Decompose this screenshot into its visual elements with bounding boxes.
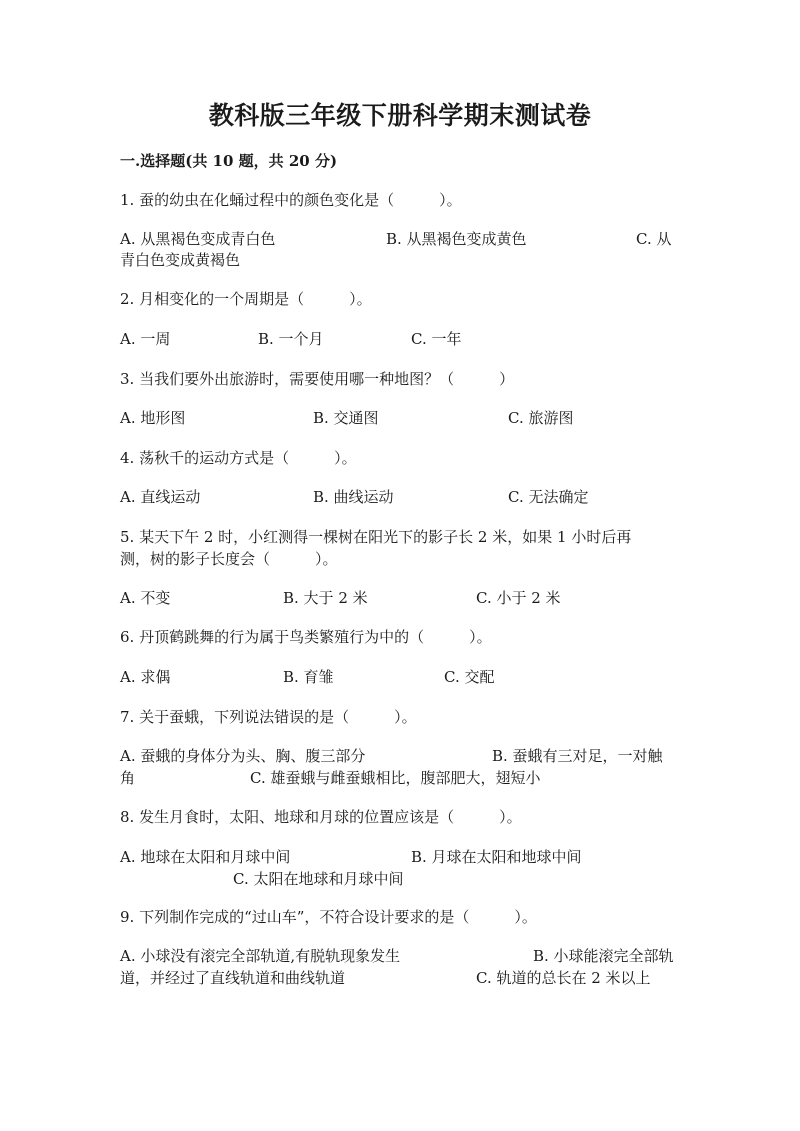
question-2-option-b: B. 一个月 xyxy=(258,330,324,348)
question-3-option-a: A. 地形图 xyxy=(120,409,186,427)
question-6-stem: 6. 丹顶鹤跳舞的行为属于鸟类繁殖行为中的（ ）。 xyxy=(120,628,492,646)
question-3-stem: 3. 当我们要外出旅游时，需要使用哪一种地图？（ ） xyxy=(120,370,515,388)
question-9-option-b-cont: 道，并经过了直线轨道和曲线轨道 xyxy=(120,969,346,987)
question-5-option-b: B. 大于 2 米 xyxy=(283,589,368,607)
question-1-option-a: A. 从黑褐色变成青白色 xyxy=(120,230,276,248)
question-8-option-a: A. 地球在太阳和月球中间 xyxy=(120,848,291,866)
question-1-option-b: B. 从黑褐色变成黄色 xyxy=(386,230,527,248)
question-7-option-c: C. 雄蚕蛾与雌蚕蛾相比，腹部肥大，翅短小 xyxy=(250,769,541,787)
question-3-option-b: B. 交通图 xyxy=(313,409,379,427)
question-9-option-a: A. 小球没有滚完全部轨道,有脱轨现象发生 xyxy=(120,947,401,965)
question-9-option-b: B. 小球能滚完全部轨 xyxy=(533,947,674,965)
question-8-stem: 8. 发生月食时，太阳、地球和月球的位置应该是（ ）。 xyxy=(120,808,522,826)
question-7-option-b: B. 蚕蛾有三对足，一对触 xyxy=(492,747,663,765)
question-4-stem: 4. 荡秋千的运动方式是（ ）。 xyxy=(120,449,357,467)
question-2-option-a: A. 一周 xyxy=(120,330,171,348)
question-4-option-b: B. 曲线运动 xyxy=(313,488,394,506)
question-6-option-a: A. 求偶 xyxy=(120,668,171,686)
question-8-option-c: C. 太阳在地球和月球中间 xyxy=(233,870,404,888)
question-5-option-a: A. 不变 xyxy=(120,589,171,607)
question-1-option-c: C. 从 xyxy=(636,230,672,248)
question-7-option-b-cont: 角 xyxy=(120,769,136,787)
question-4-option-a: A. 直线运动 xyxy=(120,488,201,506)
question-2-stem: 2. 月相变化的一个周期是（ ）。 xyxy=(120,290,372,308)
page-title: 教科版三年级下册科学期末测试卷 xyxy=(208,101,592,130)
question-6-option-c: C. 交配 xyxy=(444,668,495,686)
section-heading: 一.选择题(共 10 题，共 20 分) xyxy=(120,152,338,170)
question-8-option-b: B. 月球在太阳和地球中间 xyxy=(411,848,582,866)
question-7-option-a: A. 蚕蛾的身体分为头、胸、腹三部分 xyxy=(120,747,366,765)
question-2-option-c: C. 一年 xyxy=(411,330,462,348)
question-1-option-c-cont: 青白色变成黄褐色 xyxy=(120,251,241,269)
question-1-stem: 1. 蚕的幼虫在化蛹过程中的颜色变化是（ ）。 xyxy=(120,191,462,209)
question-5-stem-line-2: 测，树的影子长度会（ ）。 xyxy=(120,550,338,568)
question-9-option-c: C. 轨道的总长在 2 米以上 xyxy=(476,969,651,987)
question-7-stem: 7. 关于蚕蛾，下列说法错误的是（ ）。 xyxy=(120,708,417,726)
question-3-option-c: C. 旅游图 xyxy=(508,409,574,427)
question-6-option-b: B. 育雏 xyxy=(283,668,334,686)
question-9-stem: 9. 下列制作完成的“过山车”，不符合设计要求的是（ ）。 xyxy=(120,908,537,926)
question-4-option-c: C. 无法确定 xyxy=(508,488,589,506)
question-5-option-c: C. 小于 2 米 xyxy=(476,589,561,607)
question-5-stem-line-1: 5. 某天下午 2 时，小红测得一棵树在阳光下的影子长 2 米，如果 1 小时后再 xyxy=(120,528,632,546)
